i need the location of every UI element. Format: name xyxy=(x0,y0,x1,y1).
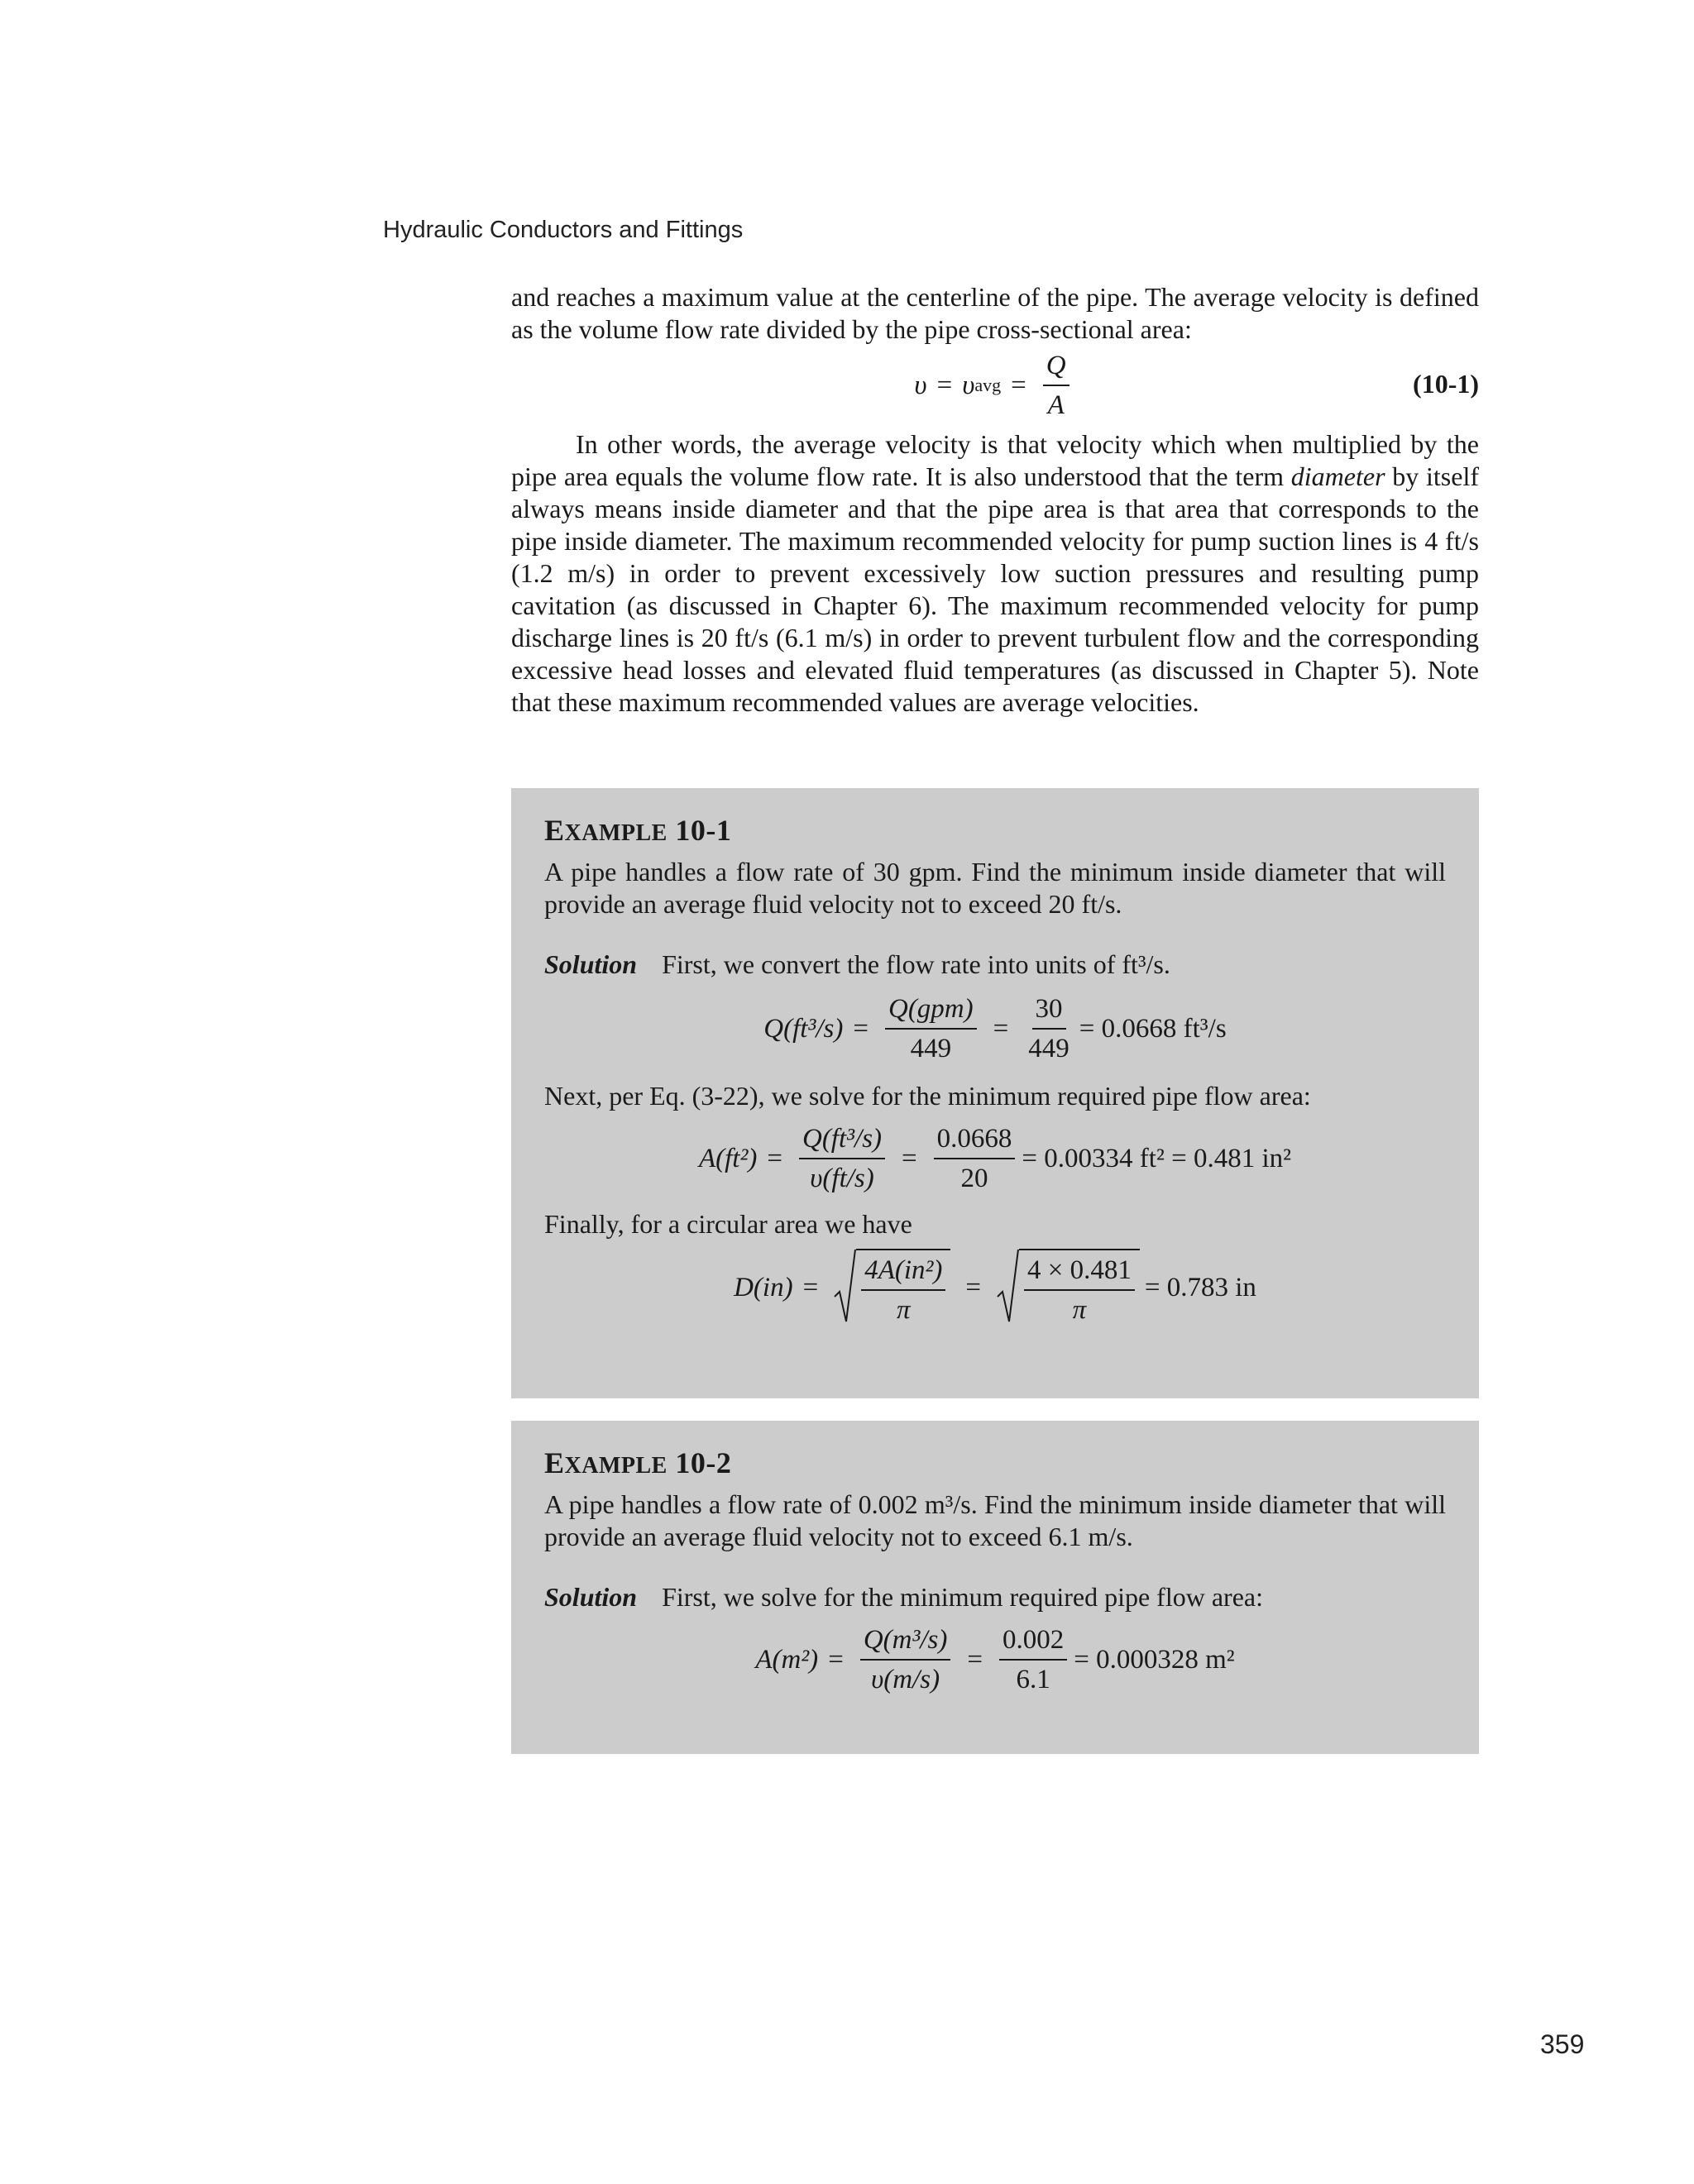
example-10-1-eq-2: A(ft²) = $\frac{\text{Q(ft³/s)}}{\upsilon(ft/s)}$ = $\frac{0.0668}{20}$ = 0.00334 ft² = 0.481 in² xyxy=(698,1124,1292,1193)
eq1-frac-2: $\frac{30}{449}$ xyxy=(1028,994,1070,1063)
example-10-1-box xyxy=(511,788,1479,1398)
eq1-result: = 0.0668 ft³/s xyxy=(1079,1013,1227,1044)
example-10-1-eq-1: Q(ft³/s) = $\frac{\text{Q(gpm)}}{449}$ = $\frac{30}{449}$ = 0.0668 ft³/s xyxy=(763,994,1227,1063)
example-10-1-problem: A pipe handles a flow rate of 30 gpm. Find the minimum inside diameter that will provide an average fluid velocity not to exceed 20 ft/s. xyxy=(544,857,1446,919)
eq2-frac-2: $\frac{0.0668}{20}$ xyxy=(934,1122,1016,1195)
ex2-frac-1: $\frac{\text{Q(m³/s)}}{\upsilon(m/s)}$ xyxy=(860,1623,951,1696)
example-10-1-step-3: Finally, for a circular area we have xyxy=(544,1209,912,1239)
ex2-eq-result: = 0.000328 m² xyxy=(1074,1644,1235,1675)
example-10-2-box xyxy=(511,1421,1479,1754)
eq1-frac-1: $\frac{\text{Q(gpm)}}{449}$ xyxy=(885,992,977,1065)
intro-text-block xyxy=(511,281,1479,719)
eq-lhs: υ xyxy=(914,370,927,400)
eq3-result: = 0.783 in xyxy=(1144,1272,1256,1302)
paragraph-text-2: by itself always means inside diameter and that the pipe area is that area that corresponds to the pipe inside diameter. The maximum recommended velocity for pump suction lines is 4 ft/s (1.2 m/s) in order to prevent excessively low suction pressures and resulting pump cavitation (as discussed in Chapter 6). The maximum recommended velocity for pump discharge lines is 20 ft/s (6.1 m/s) in order to prevent turbulent flow and the corresponding excessive head losses and elevated fluid temperatures (as discussed in Chapter 5). Note that these maximum recommended values are average velocities. xyxy=(511,461,1480,717)
example-10-2-eq-1: A(m²) = $\frac{\text{Q(m³/s)}}{\upsilon(m/s)}$ = $\frac{0.002}{6.1}$ = 0.000328 m² xyxy=(755,1625,1235,1694)
running-head: Hydraulic Conductors and Fittings xyxy=(383,217,744,243)
paragraph-text-1: In other words, the average velocity is that velocity which when multiplied by the pipe area equals the volume flow rate. It is also understood that the term xyxy=(511,429,1479,491)
intro-paragraph: and reaches a maximum value at the centerline of the pipe. The average velocity is defined as the volume flow rate divided by the pipe cross-sectional area: xyxy=(511,282,1479,344)
example-10-1-heading: EXAMPLE 10-1 xyxy=(544,814,732,847)
eq2-result: = 0.00334 ft² = 0.481 in² xyxy=(1022,1143,1292,1173)
main-paragraph xyxy=(511,428,1479,719)
equation-10-1: υ = υ avg = $\frac{Q}{A}$ (10-1) xyxy=(914,351,1479,420)
eq3-lhs: D(in) xyxy=(734,1272,793,1302)
page-number: 359 xyxy=(1540,2029,1585,2059)
eq-fraction xyxy=(1043,349,1070,422)
eq-mid: υ xyxy=(962,370,975,400)
paragraph-italic-term: diameter xyxy=(1290,461,1385,491)
eq-denominator: A xyxy=(1047,390,1065,420)
sqrt-symbol-1: $\frac{\text{4A(in²)}}{\pi}$ xyxy=(833,1249,950,1326)
sqrt-symbol-2: $\frac{4 \times 0.481}{\pi}$ xyxy=(996,1249,1140,1326)
example-10-1-solution: Solution First, we convert the flow rate into units of ft³/s. xyxy=(544,949,1170,979)
eq-numerator: Q xyxy=(1043,349,1070,386)
eq2-lhs: A(ft²) xyxy=(698,1143,758,1173)
equation-number: (10-1) xyxy=(1413,369,1479,399)
ex2-frac-2: $\frac{0.002}{6.1}$ xyxy=(999,1623,1067,1696)
eq2-frac-1: $\frac{\text{Q(ft³/s)}}{\upsilon(ft/s)}$ xyxy=(799,1122,885,1195)
example-10-2-problem: A pipe handles a flow rate of 0.002 m³/s. Find the minimum inside diameter that will provide an average fluid velocity not to exceed 6.1 m/s. xyxy=(544,1489,1446,1551)
example-10-2-solution: Solution First, we solve for the minimum required pipe flow area: xyxy=(544,1582,1263,1612)
example-10-2-heading: EXAMPLE 10-2 xyxy=(544,1446,732,1479)
example-10-1-step-2: Next, per Eq. (3-22), we solve for the minimum required pipe flow area: xyxy=(544,1081,1311,1111)
example-10-1-eq-3: D(in) = $\frac{\text{4A(in²)}}{\pi}$ = $\frac{4 \times 0.481}{\pi}$ = 0.783 in xyxy=(544,1249,1446,1326)
ex2-eq-lhs: A(m²) xyxy=(755,1644,819,1675)
eq1-lhs: Q(ft³/s) xyxy=(763,1013,844,1044)
